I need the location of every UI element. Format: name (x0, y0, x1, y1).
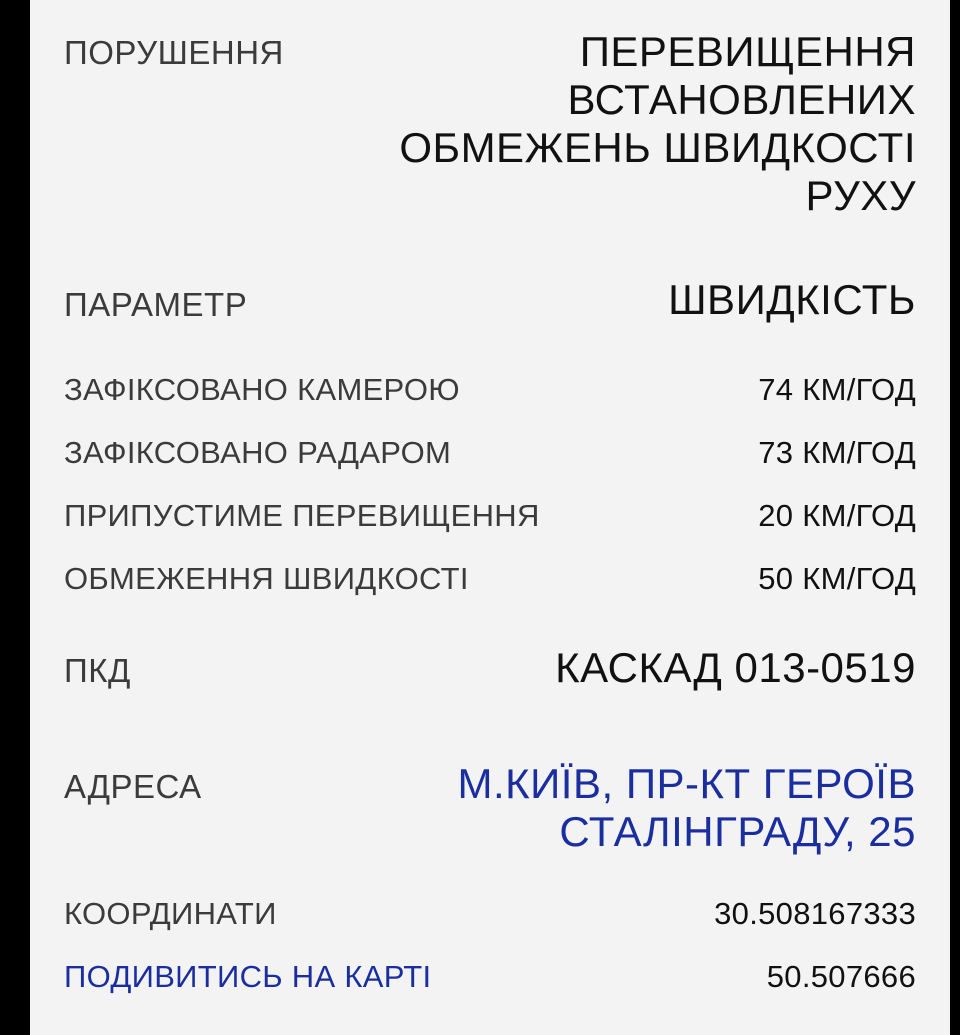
pkd-value: КАСКАД 013-0519 (555, 644, 916, 691)
violation-row (64, 28, 916, 220)
parameter-label: ПАРАМЕТР (64, 286, 248, 323)
speed-limit-label: ОБМЕЖЕННЯ ШВИДКОСТІ (64, 561, 469, 596)
allowed-excess-row (64, 498, 916, 534)
allowed-excess-value: 20 КМ/ГОД (758, 498, 916, 533)
camera-speed-value: 74 КМ/ГОД (758, 372, 916, 407)
camera-speed-label: ЗАФІКСОВАНО КАМЕРОЮ (64, 372, 460, 407)
address-line: СТАЛІНГРАДУ, 25 (559, 808, 916, 855)
speed-limit-row (64, 561, 916, 597)
address-line: М.КИЇВ, ПР-КТ ГЕРОЇВ (457, 760, 916, 807)
violation-value-line: ВСТАНОВЛЕНИХ (567, 76, 916, 123)
parameter-value: ШВИДКІСТЬ (668, 276, 916, 323)
violation-details-card (30, 0, 950, 1035)
allowed-excess-label: ПРИПУСТИМЕ ПЕРЕВИЩЕННЯ (64, 498, 540, 533)
latitude-value: 50.507666 (766, 959, 916, 994)
radar-speed-value: 73 КМ/ГОД (758, 435, 916, 470)
address-link[interactable] (356, 760, 916, 856)
pkd-row (64, 644, 916, 692)
camera-speed-row (64, 372, 916, 408)
violation-value-line: ОБМЕЖЕНЬ ШВИДКОСТІ (399, 124, 916, 171)
violation-value-line: ПЕРЕВИЩЕННЯ (579, 28, 916, 75)
parameter-row (64, 276, 916, 324)
violation-label: ПОРУШЕННЯ (64, 34, 284, 71)
speed-limit-value: 50 КМ/ГОД (758, 561, 916, 596)
violation-value-line: РУХУ (805, 172, 916, 219)
violation-value (356, 28, 916, 220)
view-on-map-link[interactable]: ПОДИВИТИСЬ НА КАРТІ (64, 959, 432, 994)
radar-speed-label: ЗАФІКСОВАНО РАДАРОМ (64, 435, 452, 470)
address-label: АДРЕСА (64, 768, 202, 805)
longitude-value: 30.508167333 (714, 896, 916, 931)
radar-speed-row (64, 435, 916, 471)
address-row (64, 760, 916, 856)
pkd-label: ПКД (64, 652, 131, 689)
coordinates-label: КООРДИНАТИ (64, 896, 277, 931)
map-row (64, 959, 916, 995)
coordinates-row (64, 896, 916, 932)
